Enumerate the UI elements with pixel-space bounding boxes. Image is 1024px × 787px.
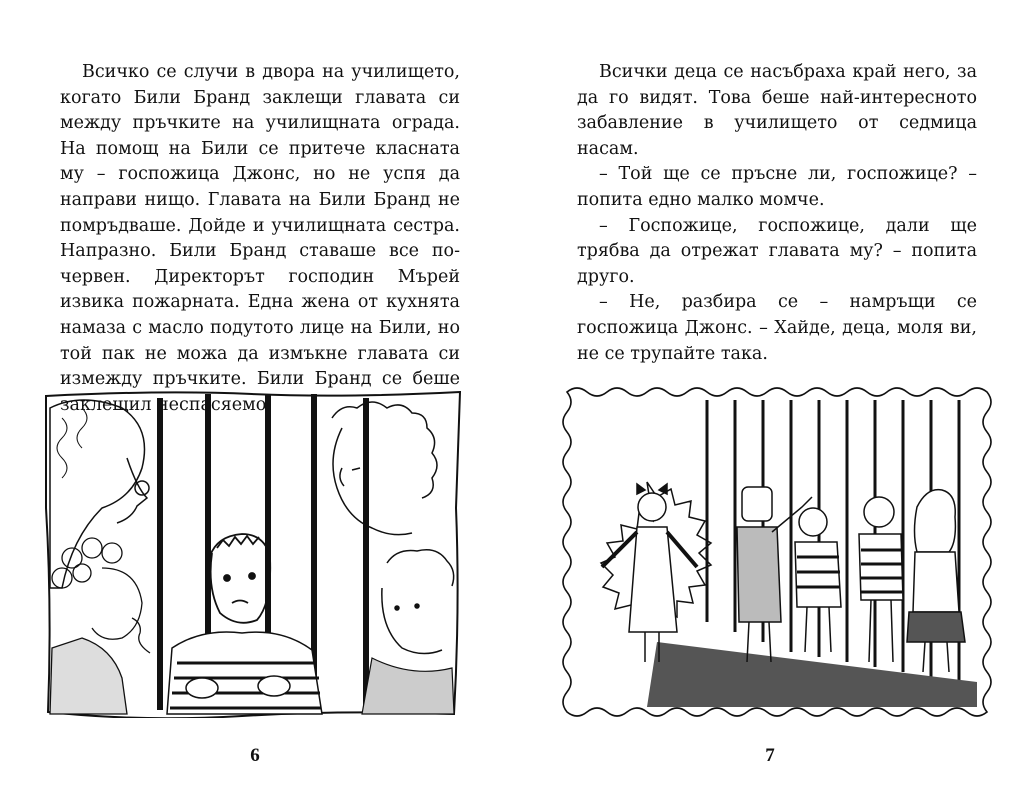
illustration-children-at-fence (557, 382, 997, 722)
page-number-left: 6 (250, 745, 260, 766)
children-scene-drawing (557, 382, 997, 722)
right-page (512, 0, 1024, 787)
fence-scene-drawing (42, 388, 462, 718)
illustration-boy-at-fence (42, 388, 462, 718)
right-text-block (577, 60, 977, 367)
left-paragraph: Всичко се случи в двора на училището, когато Били Бранд заклещи главата си между пръчките на училищната ограда. На помощ на Били се притече класната му – госпожица Джонс, но не успя да направи нищо. Главата на Били Бранд не помръдваше. Дойде и училищната сестра. Напразно. Били Бранд ставаше все по-червен. Директорът господин Мърей извика пожарната. Една жена от кухнята намаза с масло подутото лице на Били, но той пак не можа да измъкне главата си измежду пръчките. Били Бранд се беше заклещил неспасяемо. (60, 62, 460, 415)
long-hair-girl (907, 490, 965, 672)
page-number-right: 7 (765, 745, 775, 766)
boy-striped-shirt (167, 632, 322, 714)
right-paragraph-3: – Госпожице, госпожице, дали ще трябва да отрежат главата му? – попита друго. (577, 215, 977, 287)
striped-boy (859, 497, 903, 662)
right-paragraph-4: – Не, разбира се – намръщи се госпожица Джонс. – Хайде, деца, моля ви, не се трупайте така. (577, 292, 977, 364)
girl-figure (602, 484, 697, 662)
boy-head (210, 534, 270, 623)
right-paragraph-1: Всички деца се насъбраха край него, за да го видят. Това беше най-интересното забавление в училището от седмица насам. (577, 62, 977, 159)
right-paragraph-2: – Той ще се пръсне ли, госпожице? – попита едно малко момче. (577, 164, 977, 210)
